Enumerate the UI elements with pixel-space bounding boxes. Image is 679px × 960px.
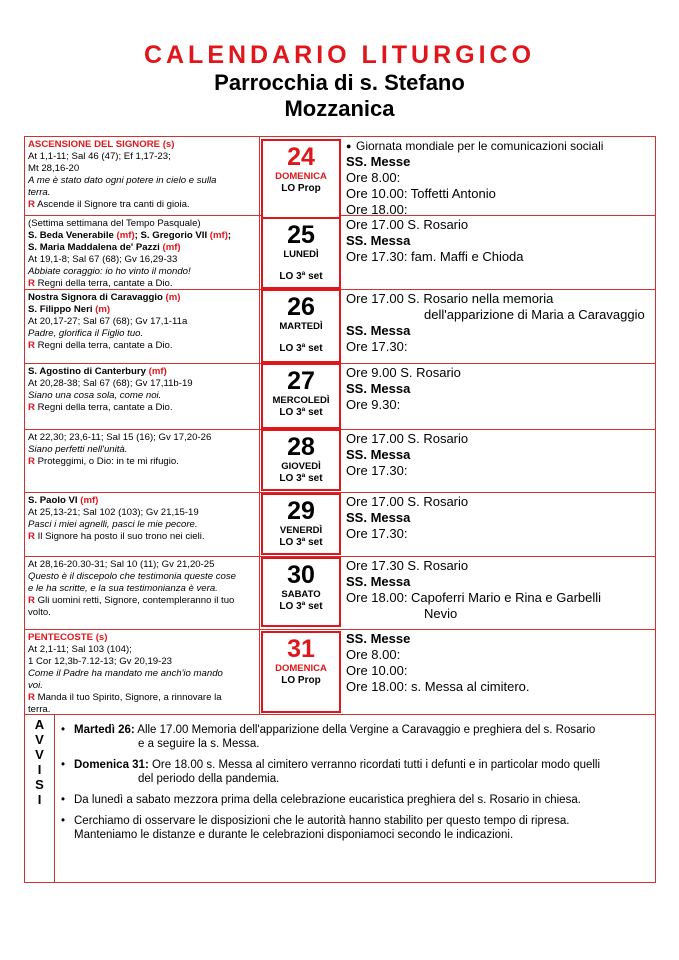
day-name: DOMENICA xyxy=(275,171,327,182)
reading-text: (Settima settimana del Tempo Pasquale) xyxy=(28,218,201,229)
date-box xyxy=(261,139,341,219)
schedule-line xyxy=(346,339,652,355)
town-name: Mozzanica xyxy=(284,96,395,121)
notices-letter: I xyxy=(37,762,42,777)
notice-item xyxy=(61,723,651,751)
reading-text: Manda il tuo Spirito, Signore, a rinnovare la xyxy=(34,692,222,703)
schedule-line xyxy=(346,590,652,606)
reading-line xyxy=(28,692,256,704)
day-number: 30 xyxy=(287,561,315,589)
schedule-text: SS. Messe xyxy=(346,154,411,169)
reading-text: e le ha scritte, e la sua testimonianza è vera. xyxy=(28,583,218,594)
notice-continuation: del periodo della pandemia. xyxy=(138,773,280,785)
schedule xyxy=(343,137,655,215)
rank-label: (mf) xyxy=(77,495,99,506)
schedule-line xyxy=(346,170,652,186)
schedule-line xyxy=(346,526,652,542)
schedule-line xyxy=(346,431,652,447)
notice-item xyxy=(61,814,651,842)
schedule-line xyxy=(346,679,652,695)
notice-body: Cerchiamo di osservare le disposizioni che le autorità hanno stabilito per questo tempo di ripresa. xyxy=(74,815,570,827)
liturgy-readings xyxy=(25,290,260,363)
reading-line xyxy=(28,328,256,340)
schedule-text: Ore 17.00 S. Rosario xyxy=(346,494,469,509)
notice-text xyxy=(74,758,651,772)
office-week: LO 3ª set xyxy=(279,343,323,354)
date-box xyxy=(261,217,341,289)
notice-heading: Domenica 31: xyxy=(74,759,149,771)
bullet-icon: • xyxy=(61,724,66,736)
schedule-text: Ore 17.30: xyxy=(346,339,408,354)
schedule xyxy=(343,430,655,492)
reading-line xyxy=(28,187,256,199)
reading-line xyxy=(28,595,256,607)
office-week: LO 3ª set xyxy=(279,537,323,548)
day-name: MERCOLEDÌ xyxy=(272,395,330,406)
reading-text: terra. xyxy=(28,704,51,714)
schedule-text: Ore 17.00 S. Rosario xyxy=(346,431,469,446)
reading-line xyxy=(28,495,256,507)
reading-line xyxy=(28,680,256,692)
reading-line xyxy=(28,292,256,304)
notice-text xyxy=(74,814,651,828)
reading-line xyxy=(28,632,256,644)
schedule-text: Nevio xyxy=(424,606,458,621)
rank-label: (mf) xyxy=(113,230,135,241)
parish-name: Parrocchia di s. Stefano xyxy=(214,70,465,95)
reading-text: S. Agostino di Canterbury xyxy=(28,366,146,377)
response-marker: R xyxy=(28,199,35,210)
reading-line xyxy=(28,644,256,656)
notice-body: Alle 17.00 Memoria dell'apparizione della Vergine a Caravaggio e preghiera del s. Rosario xyxy=(134,724,596,736)
schedule-text: Ore 17.30 S. Rosario xyxy=(346,558,469,573)
schedule-line xyxy=(346,663,652,679)
reading-text: Mt 28,16-20 xyxy=(28,163,80,174)
office-week: LO 3ª set xyxy=(279,407,323,418)
schedule-text: Ore 9.00 S. Rosario xyxy=(346,365,461,380)
schedule-text: SS. Messe xyxy=(346,631,411,646)
schedule-text: SS. Messa xyxy=(346,381,411,396)
response-marker: R xyxy=(28,402,35,413)
rank-label: (mf) xyxy=(145,366,167,377)
reading-text: At 28,16-20.30-31; Sal 10 (11); Gv 21,20-25 xyxy=(28,559,215,570)
schedule-line xyxy=(346,447,652,463)
reading-text: At 2,1-11; Sal 103 (104); xyxy=(28,644,132,655)
reading-line xyxy=(28,266,256,278)
reading-line xyxy=(28,340,256,352)
reading-text: Abbiate coraggio: io ho vinto il mondo! xyxy=(28,266,191,277)
response-marker: R xyxy=(28,531,35,542)
notices-letter: A xyxy=(34,717,45,732)
reading-line xyxy=(28,402,256,414)
schedule-text: Ore 17.30: xyxy=(346,463,408,478)
bullet-icon: • xyxy=(61,815,66,827)
separator: ; xyxy=(227,230,232,241)
schedule xyxy=(343,493,655,556)
reading-text: At 22,30; 23,6-11; Sal 15 (16); Gv 17,20-26 xyxy=(28,432,212,443)
day-number: 29 xyxy=(287,497,315,525)
reading-text: Questo è il discepolo che testimonia queste cose xyxy=(28,571,236,582)
schedule-text: Ore 17.30: xyxy=(346,526,408,541)
schedule-text: Ore 10.00: Toffetti Antonio xyxy=(346,186,496,201)
date-box xyxy=(261,557,341,627)
schedule xyxy=(343,364,655,429)
notice-continuation: e a seguire la s. Messa. xyxy=(138,738,260,750)
reading-line xyxy=(28,378,256,390)
notice-text xyxy=(74,793,651,807)
reading-text: Ascende il Signore tra canti di gioia. xyxy=(34,199,190,210)
schedule-text: SS. Messa xyxy=(346,233,411,248)
day-number: 26 xyxy=(287,293,315,321)
rank-label: (m) xyxy=(92,304,111,315)
reading-line xyxy=(28,656,256,668)
schedule-line xyxy=(346,233,652,249)
schedule-line xyxy=(346,249,652,265)
reading-text: Siano una cosa sola, come noi. xyxy=(28,390,162,401)
schedule-text: Ore 8.00: xyxy=(346,647,401,662)
office-week: LO 3ª set xyxy=(279,271,323,282)
schedule-line xyxy=(346,397,652,413)
reading-text: At 19,1-8; Sal 67 (68); Gv 16,29-33 xyxy=(28,254,178,265)
bullet-icon: • xyxy=(61,794,66,806)
notices-letter: S xyxy=(35,777,44,792)
liturgy-readings xyxy=(25,630,260,714)
reading-text: At 20,17-27; Sal 67 (68); Gv 17,1-11a xyxy=(28,316,188,327)
schedule-text: Ore 10.00: xyxy=(346,663,408,678)
rank-label: (m) xyxy=(162,292,181,303)
notices-letter: V xyxy=(35,732,44,747)
liturgy-readings xyxy=(25,137,260,215)
reading-line xyxy=(28,519,256,531)
schedule-line xyxy=(346,606,652,622)
reading-line xyxy=(28,218,256,230)
bullet-icon: • xyxy=(61,759,66,771)
reading-line xyxy=(28,507,256,519)
reading-text: At 1,1-11; Sal 46 (47); Ef 1,17-23; xyxy=(28,151,171,162)
notices-letter: I xyxy=(37,792,42,807)
day-name: GIOVEDÌ xyxy=(281,461,321,472)
notice-continuation: Manteniamo le distanze e durante le celebrazioni disponiamoci secondo le indicazioni. xyxy=(74,829,514,841)
reading-text: At 20,28-38; Sal 67 (68); Gv 17,11b-19 xyxy=(28,378,193,389)
response-marker: R xyxy=(28,340,35,351)
schedule-line xyxy=(346,365,652,381)
schedule-line xyxy=(346,510,652,526)
response-marker: R xyxy=(28,456,35,467)
day-name: MARTEDÌ xyxy=(279,321,323,332)
reading-line xyxy=(28,163,256,175)
notices-section xyxy=(25,715,655,883)
office-week: LO Prop xyxy=(281,183,321,194)
schedule-text: Ore 9.30: xyxy=(346,397,401,412)
calendar-table xyxy=(24,136,656,883)
liturgy-readings xyxy=(25,430,260,492)
reading-text: S. Paolo VI xyxy=(28,495,78,506)
schedule-line xyxy=(346,202,652,215)
schedule-text: Ore 18.00: s. Messa al cimitero. xyxy=(346,679,530,694)
day-name: DOMENICA xyxy=(275,663,327,674)
day-name: SABATO xyxy=(281,589,321,600)
schedule-line xyxy=(346,186,652,202)
reading-text: Regni della terra, cantate a Dio. xyxy=(34,340,173,351)
schedule-line xyxy=(346,307,652,323)
reading-text: Nostra Signora di Caravaggio xyxy=(28,292,163,303)
reading-line xyxy=(28,444,256,456)
schedule xyxy=(343,557,655,629)
reading-line xyxy=(28,151,256,163)
schedule xyxy=(343,290,655,363)
response-marker: R xyxy=(28,692,35,703)
notices-list xyxy=(61,723,651,849)
reading-text: Siano perfetti nell'unità. xyxy=(28,444,128,455)
liturgy-readings xyxy=(25,493,260,556)
reading-text: Il Signore ha posto il suo trono nei cieli. xyxy=(34,531,205,542)
reading-line xyxy=(28,704,256,714)
reading-text: 1 Cor 12,3b-7.12-13; Gv 20,19-23 xyxy=(28,656,172,667)
reading-line xyxy=(28,175,256,187)
day-number: 25 xyxy=(287,221,315,249)
reading-text: At 25,13-21; Sal 102 (103); Gv 21,15-19 xyxy=(28,507,199,518)
reading-line xyxy=(28,242,256,254)
day-number: 27 xyxy=(287,367,315,395)
date-box xyxy=(261,289,341,363)
liturgy-readings xyxy=(25,364,260,429)
reading-line xyxy=(28,432,256,444)
reading-text: PENTECOSTE (s) xyxy=(28,632,108,643)
liturgy-readings xyxy=(25,216,260,289)
notice-body: Da lunedì a sabato mezzora prima della celebrazione eucaristica preghiera del s. Rosario in chiesa. xyxy=(74,794,581,806)
rank-label: (mf) xyxy=(207,230,228,241)
schedule-line xyxy=(346,647,652,663)
schedule-text: SS. Messa xyxy=(346,510,411,525)
response-marker: R xyxy=(28,595,35,606)
reading-text: voi. xyxy=(28,680,43,691)
schedule-line xyxy=(346,138,652,154)
date-box xyxy=(261,631,341,713)
reading-text: S. Filippo Neri xyxy=(28,304,93,315)
reading-text: Proteggimi, o Dio: in te mi rifugio. xyxy=(34,456,179,467)
date-box xyxy=(261,429,341,491)
schedule-line xyxy=(346,574,652,590)
day-number: 28 xyxy=(287,433,315,461)
bullet-icon: ● xyxy=(346,141,352,151)
reading-line xyxy=(28,366,256,378)
reading-line xyxy=(28,139,256,151)
office-week: LO Prop xyxy=(281,675,321,686)
reading-text: Pasci i miei agnelli, pasci le mie pecore. xyxy=(28,519,198,530)
schedule-text: Ore 17.00 S. Rosario xyxy=(346,217,469,232)
notice-text xyxy=(74,723,651,737)
office-week: LO 3ª set xyxy=(279,473,323,484)
reading-line xyxy=(28,230,256,242)
office-week: LO 3ª set xyxy=(279,601,323,612)
schedule-text: Ore 18.00: xyxy=(346,202,408,215)
schedule-text: SS. Messa xyxy=(346,323,411,338)
notice-item xyxy=(61,758,651,786)
reading-line xyxy=(28,304,256,316)
day-number: 24 xyxy=(287,143,315,171)
schedule-line xyxy=(346,291,652,307)
schedule-text: SS. Messa xyxy=(346,574,411,589)
date-box xyxy=(261,493,341,555)
reading-text: Padre, glorifica il Figlio tuo. xyxy=(28,328,144,339)
response-marker: R xyxy=(28,278,35,289)
reading-line xyxy=(28,607,256,619)
reading-text: Regni della terra, cantate a Dio. xyxy=(34,278,173,289)
schedule-line xyxy=(346,463,652,479)
reading-text: S. Maria Maddalena de' Pazzi xyxy=(28,242,160,253)
reading-line xyxy=(28,583,256,595)
schedule-line xyxy=(346,631,652,647)
schedule-text: Ore 17.30: fam. Maffi e Chioda xyxy=(346,249,524,264)
schedule-text: Ore 17.00 S. Rosario nella memoria xyxy=(346,291,554,306)
page-header xyxy=(0,40,679,122)
schedule-line xyxy=(346,494,652,510)
schedule xyxy=(343,630,655,714)
reading-line xyxy=(28,531,256,543)
schedule-text: Ore 8.00: xyxy=(346,170,401,185)
schedule-line xyxy=(346,323,652,339)
reading-line xyxy=(28,571,256,583)
notices-letter: V xyxy=(35,747,44,762)
schedule-text: SS. Messa xyxy=(346,447,411,462)
reading-text: Come il Padre ha mandato me anch'io mando xyxy=(28,668,223,679)
day-name: LUNEDÌ xyxy=(283,249,319,260)
reading-line xyxy=(28,668,256,680)
schedule xyxy=(343,216,655,289)
notices-vertical-label xyxy=(25,715,55,883)
schedule-line xyxy=(346,558,652,574)
reading-line xyxy=(28,456,256,468)
notice-body: Ore 18.00 s. Messa al cimitero verranno ricordati tutti i defunti e in particolar modo quelli xyxy=(148,759,601,771)
notice-item xyxy=(61,793,651,807)
reading-line xyxy=(28,316,256,328)
notice-heading: Martedì 26: xyxy=(74,724,135,736)
reading-text: A me è stato dato ogni potere in cielo e sulla xyxy=(28,175,217,186)
saint-name: ; S. Gregorio VII xyxy=(134,230,208,241)
reading-line xyxy=(28,199,256,211)
schedule-text: dell'apparizione di Maria a Caravaggio xyxy=(424,307,645,322)
schedule-line xyxy=(346,217,652,233)
schedule-line xyxy=(346,381,652,397)
reading-line xyxy=(28,559,256,571)
reading-line xyxy=(28,278,256,289)
reading-text: Regni della terra, cantate a Dio. xyxy=(34,402,173,413)
reading-text: terra. xyxy=(28,187,51,198)
day-name: VENERDÌ xyxy=(279,525,323,536)
reading-text: ASCENSIONE DEL SIGNORE (s) xyxy=(28,139,175,150)
reading-line xyxy=(28,390,256,402)
reading-text: S. Beda Venerabile xyxy=(28,230,114,241)
reading-line xyxy=(28,254,256,266)
page-title: CALENDARIO LITURGICO xyxy=(143,41,536,69)
reading-text: Gli uomini retti, Signore, contempleranno il tuo xyxy=(34,595,235,606)
date-box xyxy=(261,363,341,429)
schedule-text: Ore 18.00: Capoferri Mario e Rina e Garbelli xyxy=(346,590,602,605)
schedule-line xyxy=(346,154,652,170)
day-number: 31 xyxy=(287,635,315,663)
liturgy-readings xyxy=(25,557,260,629)
schedule-text: Giornata mondiale per le comunicazioni sociali xyxy=(356,139,604,153)
rank-label: (mf) xyxy=(159,242,181,253)
reading-text: volto. xyxy=(28,607,51,618)
